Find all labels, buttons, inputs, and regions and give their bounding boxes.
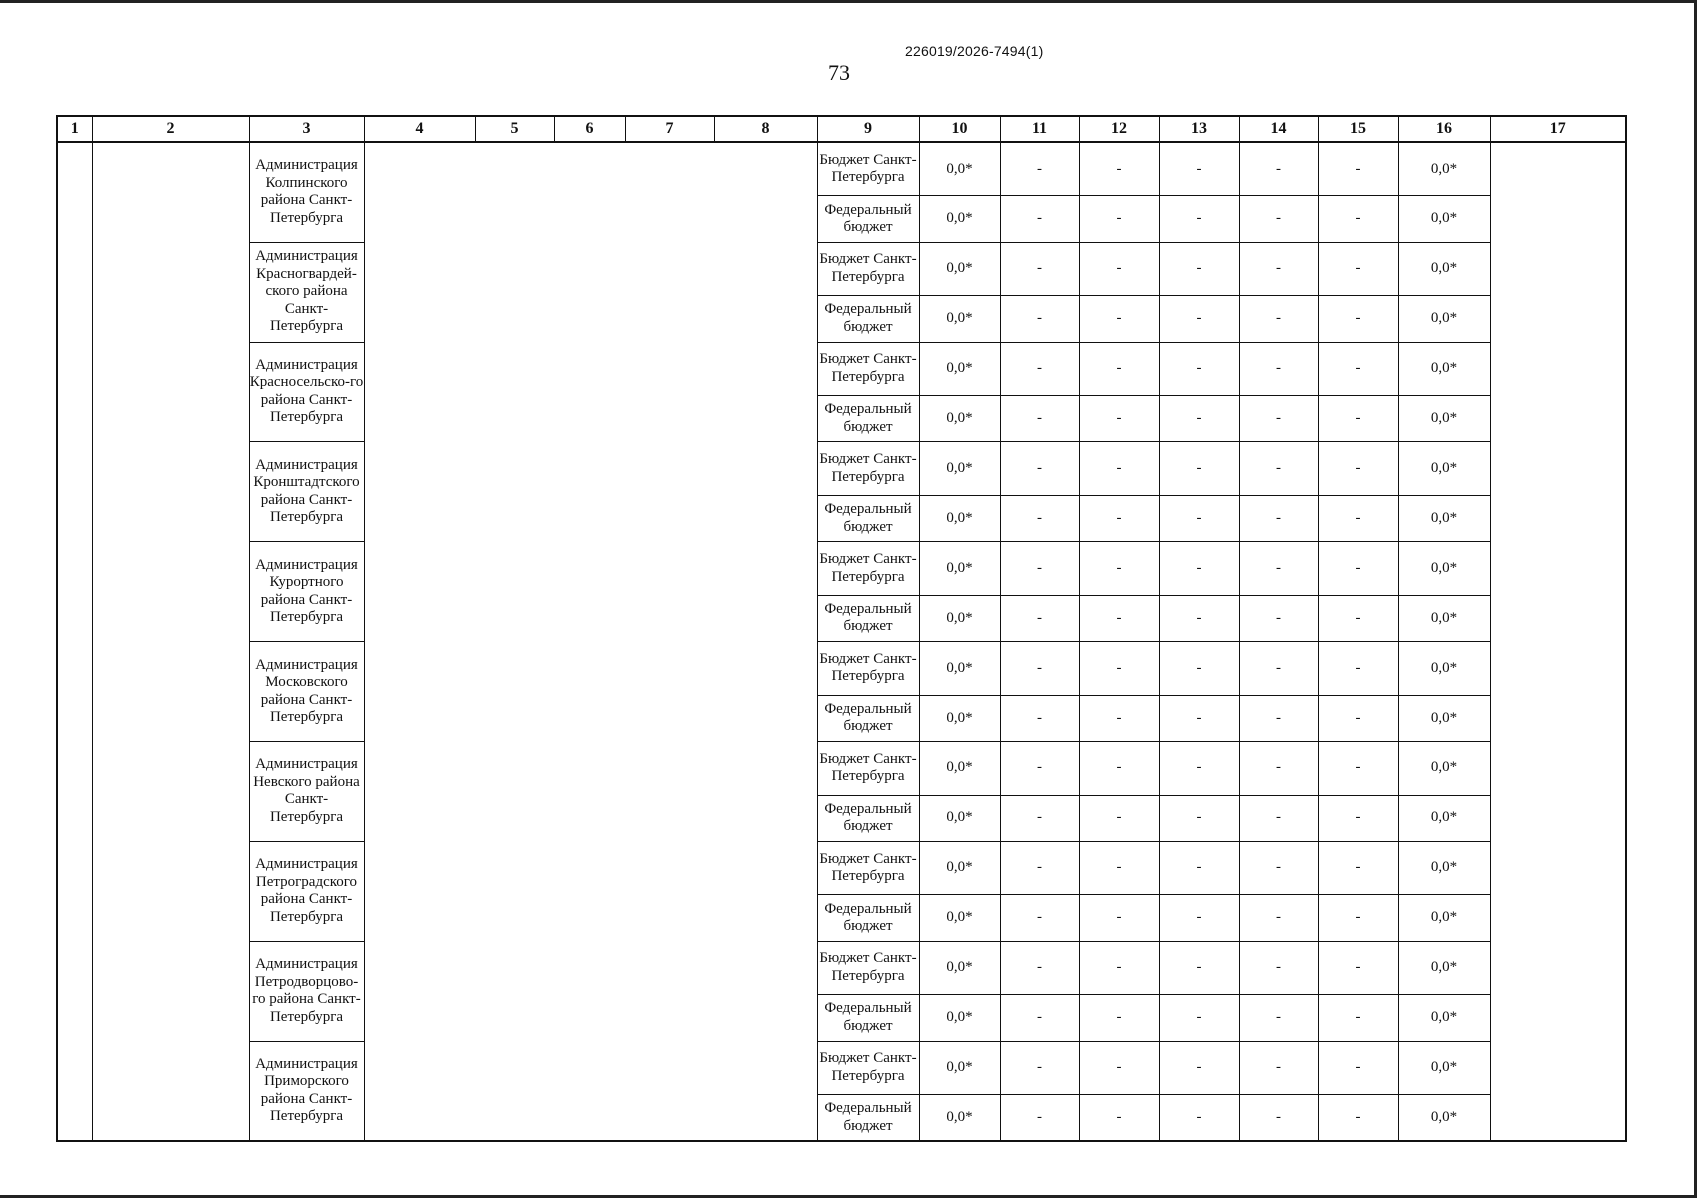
value-cell: - bbox=[1079, 296, 1159, 342]
header-cell: 3 bbox=[249, 116, 364, 142]
budget-source: Федеральный бюджет bbox=[817, 296, 919, 342]
organization-name: Администрация Петродворцово-го района Санкт-Петербурга bbox=[249, 941, 364, 1041]
value-cell: - bbox=[1000, 642, 1079, 696]
budget-source: Бюджет Санкт-Петербурга bbox=[817, 741, 919, 795]
total-cell: 0,0* bbox=[1398, 941, 1490, 995]
value-cell: - bbox=[1239, 741, 1318, 795]
total-cell: 0,0* bbox=[1398, 741, 1490, 795]
value-cell: - bbox=[1159, 841, 1239, 895]
total-cell: 0,0* bbox=[1398, 495, 1490, 541]
value-cell: 0,0* bbox=[919, 242, 1000, 296]
value-cell: - bbox=[1000, 296, 1079, 342]
budget-source: Федеральный бюджет bbox=[817, 595, 919, 641]
organization-name: Администрация Кронштадтского района Санкт-Петербурга bbox=[249, 442, 364, 542]
budget-source: Бюджет Санкт-Петербурга bbox=[817, 342, 919, 396]
organization-name: Администрация Невского района Санкт-Петербурга bbox=[249, 741, 364, 841]
budget-source: Федеральный бюджет bbox=[817, 795, 919, 841]
table-row bbox=[57, 142, 1626, 196]
value-cell: - bbox=[1159, 895, 1239, 941]
value-cell: 0,0* bbox=[919, 542, 1000, 596]
total-cell: 0,0* bbox=[1398, 795, 1490, 841]
total-cell: 0,0* bbox=[1398, 342, 1490, 396]
value-cell: - bbox=[1079, 1041, 1159, 1095]
value-cell: 0,0* bbox=[919, 941, 1000, 995]
header-row bbox=[57, 116, 1626, 142]
total-cell: 0,0* bbox=[1398, 841, 1490, 895]
value-cell: - bbox=[1159, 196, 1239, 242]
total-cell: 0,0* bbox=[1398, 695, 1490, 741]
value-cell: - bbox=[1159, 342, 1239, 396]
total-cell: 0,0* bbox=[1398, 242, 1490, 296]
value-cell: - bbox=[1239, 342, 1318, 396]
value-cell: - bbox=[1159, 396, 1239, 442]
value-cell: - bbox=[1318, 995, 1398, 1041]
value-cell: 0,0* bbox=[919, 1041, 1000, 1095]
total-cell: 0,0* bbox=[1398, 296, 1490, 342]
value-cell: 0,0* bbox=[919, 495, 1000, 541]
header-cell: 8 bbox=[714, 116, 817, 142]
header-cell: 6 bbox=[554, 116, 625, 142]
table-row bbox=[57, 542, 1626, 596]
value-cell: - bbox=[1079, 142, 1159, 196]
value-cell: - bbox=[1000, 695, 1079, 741]
header-cell: 11 bbox=[1000, 116, 1079, 142]
value-cell: - bbox=[1239, 1095, 1318, 1141]
value-cell: - bbox=[1159, 495, 1239, 541]
value-cell: - bbox=[1000, 741, 1079, 795]
value-cell: - bbox=[1000, 895, 1079, 941]
value-cell: 0,0* bbox=[919, 695, 1000, 741]
value-cell: 0,0* bbox=[919, 595, 1000, 641]
value-cell: - bbox=[1318, 196, 1398, 242]
budget-table bbox=[56, 115, 1627, 1142]
value-cell: - bbox=[1079, 196, 1159, 242]
value-cell: - bbox=[1159, 995, 1239, 1041]
value-cell: - bbox=[1318, 1095, 1398, 1141]
value-cell: 0,0* bbox=[919, 995, 1000, 1041]
total-cell: 0,0* bbox=[1398, 642, 1490, 696]
organization-name: Администрация Красногвардей-ского района Санкт-Петербурга bbox=[249, 242, 364, 342]
total-cell: 0,0* bbox=[1398, 1095, 1490, 1141]
value-cell: - bbox=[1000, 941, 1079, 995]
value-cell: - bbox=[1318, 895, 1398, 941]
value-cell: - bbox=[1318, 1041, 1398, 1095]
header-cell: 7 bbox=[625, 116, 714, 142]
value-cell: - bbox=[1079, 741, 1159, 795]
value-cell: - bbox=[1079, 642, 1159, 696]
value-cell: - bbox=[1079, 695, 1159, 741]
value-cell: 0,0* bbox=[919, 196, 1000, 242]
value-cell: - bbox=[1000, 795, 1079, 841]
value-cell: - bbox=[1318, 442, 1398, 496]
value-cell: - bbox=[1239, 642, 1318, 696]
total-cell: 0,0* bbox=[1398, 542, 1490, 596]
header-cell: 14 bbox=[1239, 116, 1318, 142]
value-cell: 0,0* bbox=[919, 741, 1000, 795]
header-cell: 5 bbox=[475, 116, 554, 142]
value-cell: - bbox=[1000, 995, 1079, 1041]
value-cell: - bbox=[1000, 142, 1079, 196]
budget-source: Бюджет Санкт-Петербурга bbox=[817, 841, 919, 895]
total-cell: 0,0* bbox=[1398, 595, 1490, 641]
value-cell: - bbox=[1239, 941, 1318, 995]
value-cell: - bbox=[1318, 242, 1398, 296]
value-cell: - bbox=[1079, 396, 1159, 442]
header-cell: 15 bbox=[1318, 116, 1398, 142]
header-cell: 17 bbox=[1490, 116, 1626, 142]
value-cell: - bbox=[1079, 995, 1159, 1041]
col17-cell bbox=[1490, 142, 1626, 1141]
value-cell: - bbox=[1318, 342, 1398, 396]
value-cell: - bbox=[1159, 1095, 1239, 1141]
value-cell: 0,0* bbox=[919, 142, 1000, 196]
table-row bbox=[57, 442, 1626, 496]
organization-name: Администрация Московского района Санкт-Петербурга bbox=[249, 642, 364, 742]
value-cell: - bbox=[1159, 542, 1239, 596]
value-cell: - bbox=[1159, 741, 1239, 795]
value-cell: - bbox=[1159, 296, 1239, 342]
organization-name: Администрация Петроградского района Санкт-Петербурга bbox=[249, 841, 364, 941]
value-cell: - bbox=[1239, 495, 1318, 541]
value-cell: - bbox=[1079, 895, 1159, 941]
value-cell: - bbox=[1079, 495, 1159, 541]
total-cell: 0,0* bbox=[1398, 895, 1490, 941]
value-cell: - bbox=[1079, 595, 1159, 641]
value-cell: 0,0* bbox=[919, 795, 1000, 841]
value-cell: - bbox=[1239, 1041, 1318, 1095]
value-cell: - bbox=[1239, 542, 1318, 596]
value-cell: - bbox=[1239, 142, 1318, 196]
value-cell: - bbox=[1239, 695, 1318, 741]
value-cell: - bbox=[1079, 841, 1159, 895]
value-cell: - bbox=[1159, 695, 1239, 741]
value-cell: - bbox=[1079, 342, 1159, 396]
total-cell: 0,0* bbox=[1398, 396, 1490, 442]
col1-cell bbox=[57, 142, 92, 1141]
cols-4-8-cell bbox=[364, 142, 817, 1141]
table-row bbox=[57, 1041, 1626, 1095]
table-row bbox=[57, 242, 1626, 296]
header-cell: 2 bbox=[92, 116, 249, 142]
organization-name: Администрация Красносельско-го района Санкт-Петербурга bbox=[249, 342, 364, 442]
value-cell: 0,0* bbox=[919, 895, 1000, 941]
table-row bbox=[57, 642, 1626, 696]
value-cell: - bbox=[1318, 595, 1398, 641]
value-cell: - bbox=[1079, 242, 1159, 296]
value-cell: - bbox=[1318, 795, 1398, 841]
table-row bbox=[57, 741, 1626, 795]
value-cell: 0,0* bbox=[919, 396, 1000, 442]
value-cell: - bbox=[1239, 795, 1318, 841]
document-number: 226019/2026-7494(1) bbox=[905, 43, 1044, 59]
value-cell: - bbox=[1079, 542, 1159, 596]
value-cell: - bbox=[1239, 895, 1318, 941]
budget-source: Федеральный бюджет bbox=[817, 196, 919, 242]
table-row bbox=[57, 342, 1626, 396]
value-cell: - bbox=[1318, 741, 1398, 795]
value-cell: - bbox=[1000, 196, 1079, 242]
budget-source: Федеральный бюджет bbox=[817, 1095, 919, 1141]
page-number: 73 bbox=[828, 60, 850, 85]
value-cell: - bbox=[1318, 841, 1398, 895]
value-cell: 0,0* bbox=[919, 342, 1000, 396]
value-cell: - bbox=[1000, 841, 1079, 895]
value-cell: - bbox=[1239, 242, 1318, 296]
value-cell: - bbox=[1159, 595, 1239, 641]
value-cell: - bbox=[1159, 941, 1239, 995]
value-cell: - bbox=[1239, 296, 1318, 342]
budget-source: Федеральный бюджет bbox=[817, 995, 919, 1041]
budget-source: Федеральный бюджет bbox=[817, 396, 919, 442]
budget-source: Бюджет Санкт-Петербурга bbox=[817, 542, 919, 596]
header-cell: 13 bbox=[1159, 116, 1239, 142]
header-cell: 12 bbox=[1079, 116, 1159, 142]
organization-name: Администрация Приморского района Санкт-Петербурга bbox=[249, 1041, 364, 1141]
value-cell: - bbox=[1239, 595, 1318, 641]
header-cell: 10 bbox=[919, 116, 1000, 142]
value-cell: - bbox=[1079, 1095, 1159, 1141]
value-cell: 0,0* bbox=[919, 442, 1000, 496]
value-cell: - bbox=[1079, 941, 1159, 995]
value-cell: - bbox=[1318, 642, 1398, 696]
value-cell: - bbox=[1159, 142, 1239, 196]
budget-source: Федеральный бюджет bbox=[817, 495, 919, 541]
budget-source: Федеральный бюджет bbox=[817, 695, 919, 741]
budget-source: Федеральный бюджет bbox=[817, 895, 919, 941]
header-cell: 1 bbox=[57, 116, 92, 142]
table-row bbox=[57, 841, 1626, 895]
value-cell: - bbox=[1000, 1041, 1079, 1095]
budget-source: Бюджет Санкт-Петербурга bbox=[817, 142, 919, 196]
value-cell: 0,0* bbox=[919, 1095, 1000, 1141]
value-cell: - bbox=[1318, 941, 1398, 995]
budget-source: Бюджет Санкт-Петербурга bbox=[817, 941, 919, 995]
value-cell: - bbox=[1239, 995, 1318, 1041]
value-cell: - bbox=[1079, 442, 1159, 496]
header-cell: 4 bbox=[364, 116, 475, 142]
value-cell: - bbox=[1159, 642, 1239, 696]
value-cell: - bbox=[1239, 196, 1318, 242]
value-cell: - bbox=[1000, 542, 1079, 596]
budget-source: Бюджет Санкт-Петербурга bbox=[817, 1041, 919, 1095]
organization-name: Администрация Колпинского района Санкт-Петербурга bbox=[249, 142, 364, 242]
value-cell: - bbox=[1318, 695, 1398, 741]
value-cell: - bbox=[1000, 396, 1079, 442]
value-cell: - bbox=[1239, 841, 1318, 895]
value-cell: - bbox=[1079, 795, 1159, 841]
value-cell: - bbox=[1318, 495, 1398, 541]
col2-cell bbox=[92, 142, 249, 1141]
value-cell: 0,0* bbox=[919, 642, 1000, 696]
value-cell: - bbox=[1318, 142, 1398, 196]
value-cell: - bbox=[1159, 1041, 1239, 1095]
value-cell: - bbox=[1159, 795, 1239, 841]
value-cell: 0,0* bbox=[919, 841, 1000, 895]
budget-source: Бюджет Санкт-Петербурга bbox=[817, 242, 919, 296]
value-cell: - bbox=[1159, 442, 1239, 496]
value-cell: - bbox=[1000, 342, 1079, 396]
value-cell: - bbox=[1000, 442, 1079, 496]
value-cell: - bbox=[1000, 242, 1079, 296]
total-cell: 0,0* bbox=[1398, 442, 1490, 496]
value-cell: - bbox=[1000, 495, 1079, 541]
total-cell: 0,0* bbox=[1398, 995, 1490, 1041]
header-cell: 9 bbox=[817, 116, 919, 142]
budget-source: Бюджет Санкт-Петербурга bbox=[817, 442, 919, 496]
value-cell: - bbox=[1159, 242, 1239, 296]
total-cell: 0,0* bbox=[1398, 1041, 1490, 1095]
total-cell: 0,0* bbox=[1398, 196, 1490, 242]
organization-name: Администрация Курортного района Санкт-Петербурга bbox=[249, 542, 364, 642]
value-cell: - bbox=[1318, 396, 1398, 442]
table-row bbox=[57, 941, 1626, 995]
budget-source: Бюджет Санкт-Петербурга bbox=[817, 642, 919, 696]
header-cell: 16 bbox=[1398, 116, 1490, 142]
value-cell: - bbox=[1318, 542, 1398, 596]
value-cell: - bbox=[1318, 296, 1398, 342]
value-cell: - bbox=[1000, 595, 1079, 641]
value-cell: 0,0* bbox=[919, 296, 1000, 342]
value-cell: - bbox=[1239, 396, 1318, 442]
value-cell: - bbox=[1239, 442, 1318, 496]
total-cell: 0,0* bbox=[1398, 142, 1490, 196]
value-cell: - bbox=[1000, 1095, 1079, 1141]
